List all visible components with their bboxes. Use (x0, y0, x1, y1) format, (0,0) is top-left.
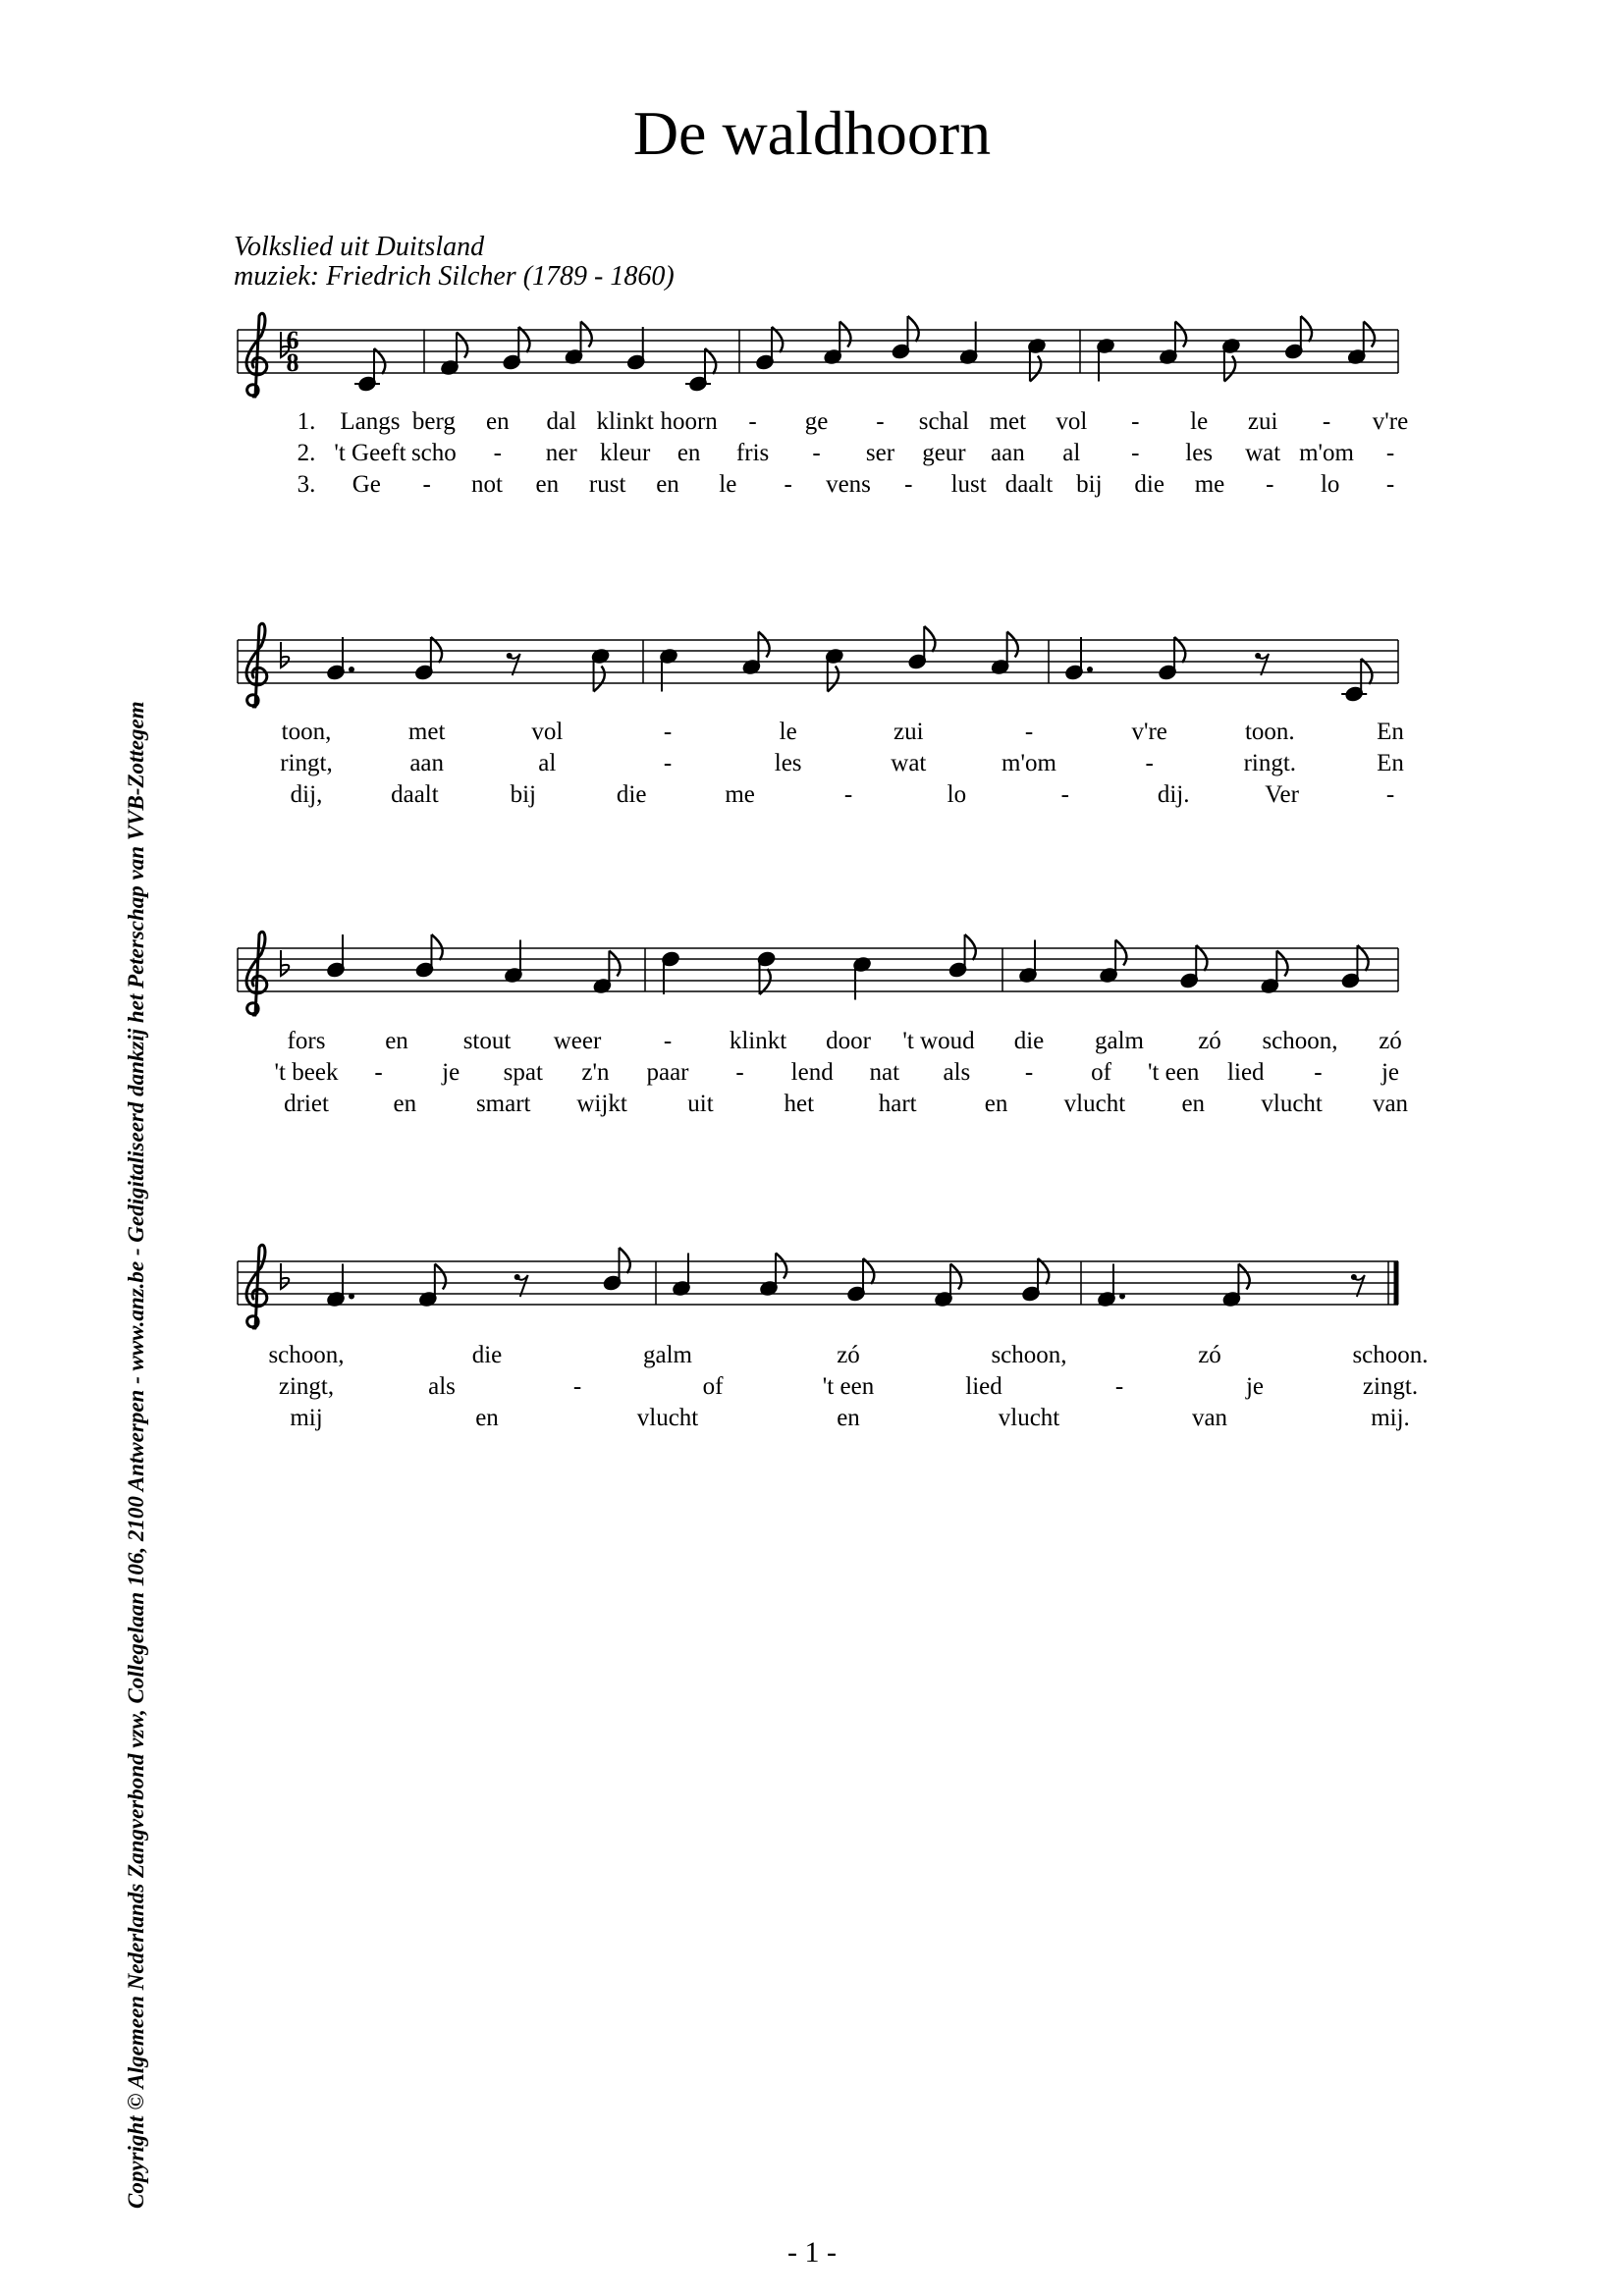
lyric-syllable: smart (475, 1091, 531, 1117)
staff-system (238, 623, 1404, 808)
note-flag (1196, 945, 1207, 971)
treble-clef-icon (246, 932, 267, 1015)
note-flag (609, 951, 620, 977)
note (1018, 940, 1037, 984)
lyric-syllable: me (1194, 471, 1225, 498)
lyric-syllable: schoon. (1352, 1342, 1429, 1368)
note-flag (431, 934, 442, 960)
note-flag (760, 969, 771, 994)
note-flag (924, 626, 935, 652)
augmentation-dot (349, 1294, 354, 1300)
note-flag (1361, 659, 1372, 684)
note (757, 951, 776, 994)
note-flag (758, 632, 769, 658)
lyric-syllable: zó (1379, 1028, 1402, 1054)
lyric-syllable: ner (545, 440, 577, 466)
note (1100, 940, 1127, 984)
lyric-syllable: en (677, 440, 701, 466)
note (565, 322, 592, 365)
lyric-syllable: schal (918, 408, 970, 435)
note (504, 940, 522, 984)
note (991, 632, 1018, 675)
lyric-syllable: galm (643, 1342, 692, 1368)
lyric-syllable: zó (1198, 1028, 1221, 1054)
note (1347, 322, 1375, 365)
lyric-syllable: vlucht (1261, 1091, 1323, 1117)
lyric-hyphen: - (663, 719, 673, 745)
lyric-hyphen: - (663, 750, 673, 776)
lyric-syllable: fris (735, 440, 770, 466)
lyric-syllable: je (1245, 1373, 1265, 1400)
lyric-syllable: 't woud (902, 1028, 975, 1054)
lyric-syllable: kleur (600, 440, 651, 466)
lyric-hyphen: - (1145, 750, 1154, 776)
note-flag (1115, 940, 1126, 966)
lyric-syllable: van (1372, 1091, 1409, 1117)
lyric-syllable: je (1380, 1059, 1400, 1086)
lyric-hyphen: - (1266, 471, 1274, 498)
lyric-syllable: lend (790, 1059, 834, 1086)
note-flag (435, 1264, 446, 1290)
note-flag (839, 322, 850, 347)
lyric-syllable: nat (869, 1059, 900, 1086)
note-flag (776, 1254, 786, 1279)
lyric-syllable: wijkt (576, 1091, 627, 1117)
lyric-syllable: klinkt (729, 1028, 787, 1054)
lyric-syllable: schoon, (991, 1342, 1067, 1368)
lyric-syllable: of (702, 1373, 724, 1400)
lyric-syllable: 't Geeft (334, 440, 406, 466)
lyric-syllable: ringt. (1243, 750, 1297, 776)
lyric-syllable: als (428, 1373, 456, 1400)
note-flag (457, 333, 467, 358)
lyric-hyphen: - (1114, 1373, 1124, 1400)
lyric-hyphen: - (493, 440, 502, 466)
song-title: De waldhoorn (632, 98, 992, 168)
lyric-syllable: galm (1095, 1028, 1144, 1054)
note (846, 1258, 874, 1302)
lyric-syllable: en (393, 1091, 417, 1117)
lyric-syllable: zingt. (1362, 1373, 1419, 1400)
lyric-hyphen: - (876, 408, 885, 435)
time-signature-bottom: 8 (286, 348, 299, 377)
note (326, 934, 345, 978)
note (603, 1248, 630, 1291)
lyric-syllable: bij (1076, 471, 1103, 498)
note (1096, 338, 1114, 381)
lyric-hyphen: - (812, 440, 821, 466)
lyric-syllable: le (719, 471, 737, 498)
treble-clef-icon (246, 1245, 267, 1328)
lyric-syllable: 1. (297, 408, 316, 435)
staff-system (238, 932, 1409, 1117)
page-number: - 1 - (787, 2236, 837, 2269)
lyric-hyphen: - (1060, 781, 1069, 808)
note-flag (1301, 316, 1312, 342)
note-flag (374, 348, 385, 374)
lyric-hyphen: - (735, 1059, 744, 1086)
note (415, 934, 443, 978)
lyric-hyphen: - (1024, 719, 1034, 745)
lyric-syllable: schoon, (268, 1342, 345, 1368)
lyric-syllable: stout (462, 1028, 512, 1054)
lyric-syllable: die (471, 1342, 503, 1368)
lyric-syllable: en (475, 1405, 499, 1431)
note (1021, 1258, 1049, 1302)
lyric-syllable: met (407, 719, 446, 745)
note (1341, 945, 1369, 988)
lyric-syllable: vlucht (636, 1405, 699, 1431)
note-flag (863, 1258, 874, 1284)
note (948, 934, 976, 978)
note (418, 1264, 446, 1308)
lyric-syllable: door (826, 1028, 871, 1054)
lyric-syllable: le (779, 719, 797, 745)
note (414, 637, 442, 680)
lyric-syllable: vol (1056, 408, 1088, 435)
lyric-syllable: daalt (1004, 471, 1054, 498)
lyric-syllable: of (1091, 1059, 1112, 1086)
lyric-syllable: toon, (281, 719, 332, 745)
lyric-syllable: Ge (352, 471, 381, 498)
lyric-syllable: 2. (297, 440, 316, 466)
lyric-syllable: spat (503, 1059, 543, 1086)
note-flag (705, 348, 716, 374)
origin-credit: Volkslied uit Duitsland (234, 232, 485, 262)
lyric-syllable: v're (1131, 719, 1167, 745)
lyric-syllable: en (535, 471, 560, 498)
note-flag (1175, 322, 1186, 347)
lyric-syllable: toon. (1244, 719, 1295, 745)
lyric-syllable: lust (950, 471, 987, 498)
note (824, 322, 851, 365)
lyric-syllable: m'om (1001, 750, 1056, 776)
staff-system (238, 1245, 1429, 1431)
note (825, 648, 843, 691)
flat-sign-icon (281, 642, 289, 667)
lyric-hyphen: - (1131, 440, 1140, 466)
note-flag (1174, 637, 1185, 663)
lyric-syllable: lo (947, 781, 967, 808)
treble-clef-icon (246, 313, 267, 397)
lyric-syllable: die (1013, 1028, 1045, 1054)
lyric-syllable: hart (878, 1091, 917, 1117)
note (1284, 316, 1312, 359)
note (672, 1254, 690, 1297)
lyric-syllable: al (1062, 440, 1081, 466)
lyric-syllable: rust (588, 471, 626, 498)
note-flag (965, 934, 976, 960)
lyric-syllable: en (486, 408, 510, 435)
lyric-syllable: z'n (581, 1059, 610, 1086)
lyric-hyphen: - (663, 1028, 673, 1054)
lyric-syllable: scho (410, 440, 457, 466)
flat-sign-icon (281, 950, 289, 976)
lyric-syllable: hoorn (660, 408, 718, 435)
note (503, 327, 530, 370)
note (1064, 637, 1093, 680)
note (685, 348, 716, 392)
lyric-syllable: driet (284, 1091, 329, 1117)
lyric-syllable: die (616, 781, 647, 808)
lyric-syllable: met (989, 408, 1027, 435)
note (326, 637, 354, 680)
eighth-rest-dot (514, 1274, 520, 1280)
lyric-syllable: zó (1198, 1342, 1221, 1368)
lyric-syllable: geur (922, 440, 966, 466)
note-flag (1276, 951, 1287, 977)
note-flag (1007, 632, 1018, 658)
augmentation-dot (349, 667, 354, 672)
lyric-syllable: paar (646, 1059, 689, 1086)
lyric-syllable: vens (826, 471, 871, 498)
note (326, 1264, 354, 1308)
note (892, 316, 919, 359)
note-flag (1238, 1264, 1249, 1290)
note-flag (772, 327, 783, 352)
lyric-syllable: berg (411, 408, 456, 435)
note (852, 956, 871, 999)
lyric-syllable: en (984, 1091, 1008, 1117)
note (759, 1254, 786, 1297)
note (1180, 945, 1208, 988)
note-flag (581, 322, 592, 347)
lyric-syllable: je (442, 1059, 460, 1086)
lyric-syllable: en (385, 1028, 408, 1054)
lyric-syllable: 3. (297, 471, 316, 498)
lyric-syllable: vlucht (1063, 1091, 1126, 1117)
lyric-syllable: 't een (822, 1373, 875, 1400)
lyric-syllable: en (837, 1405, 860, 1431)
note (1159, 322, 1186, 365)
lyric-syllable: Langs (340, 408, 401, 435)
eighth-rest-dot (507, 653, 513, 659)
lyric-syllable: ser (865, 440, 895, 466)
note-flag (431, 637, 442, 663)
lyric-syllable: zui (893, 719, 924, 745)
lyric-hyphen: - (748, 408, 757, 435)
lyric-syllable: lo (1320, 471, 1340, 498)
lyric-syllable: En (1377, 719, 1404, 745)
lyric-syllable: uit (687, 1091, 714, 1117)
lyric-syllable: Ver (1265, 781, 1299, 808)
lyric-syllable: me (725, 781, 755, 808)
lyric-hyphen: - (1385, 471, 1395, 498)
note (659, 648, 677, 691)
lyric-syllable: al (538, 750, 557, 776)
lyric-syllable: ge (804, 408, 829, 435)
lyric-syllable: wat (1245, 440, 1281, 466)
lyric-hyphen: - (572, 1373, 582, 1400)
lyric-syllable: m'om (1299, 440, 1355, 466)
lyric-syllable: mij. (1371, 1405, 1410, 1431)
treble-clef-icon (246, 623, 267, 707)
staff-system (238, 313, 1408, 498)
lyric-syllable: dij, (290, 781, 323, 808)
copyright-notice: Copyright © Algemeen Nederlands Zangverbond vzw, Collegelaan 106, 2100 Antwerpen - www.anz.be - Gedigitaliseerd dankzij het Peterschap van VVB-Zottegem (124, 701, 148, 2209)
lyric-hyphen: - (1322, 408, 1331, 435)
lyric-syllable: aan (409, 750, 445, 776)
note (908, 626, 936, 669)
lyric-syllable: vlucht (998, 1405, 1060, 1431)
note (593, 951, 621, 994)
lyric-syllable: daalt (391, 781, 439, 808)
eighth-rest-dot (1351, 1274, 1357, 1280)
lyric-hyphen: - (784, 471, 792, 498)
lyric-syllable: ringt, (280, 750, 333, 776)
lyric-syllable: zó (837, 1342, 860, 1368)
note-flag (1038, 1258, 1049, 1284)
lyric-hyphen: - (1385, 781, 1395, 808)
note-flag (1357, 945, 1368, 971)
note (1341, 659, 1372, 702)
lyric-syllable: als (943, 1059, 971, 1086)
lyric-syllable: zui (1247, 408, 1278, 435)
composer-credit: muziek: Friedrich Silcher (1789 - 1860) (234, 261, 675, 292)
note-flag (907, 316, 918, 342)
lyric-hyphen: - (374, 1059, 383, 1086)
lyric-syllable: mij (290, 1405, 323, 1431)
lyric-syllable: het (784, 1091, 815, 1117)
note (1097, 1264, 1125, 1308)
lyric-syllable: v're (1372, 408, 1409, 435)
note (742, 632, 770, 675)
lyric-hyphen: - (1024, 1059, 1034, 1086)
lyric-syllable: vol (531, 719, 564, 745)
note (755, 327, 783, 370)
note-flag (950, 1264, 961, 1290)
lyric-hyphen: - (843, 781, 853, 808)
note-flag (1030, 356, 1041, 382)
note-flag (620, 1248, 630, 1273)
lyric-syllable: dal (546, 408, 577, 435)
note (354, 348, 385, 392)
note (1222, 1264, 1250, 1308)
note (1221, 338, 1240, 381)
note (1261, 951, 1288, 994)
lyric-syllable: 't beek (274, 1059, 339, 1086)
note-flag (518, 327, 529, 352)
lyric-syllable: 't een (1147, 1059, 1200, 1086)
lyric-hyphen: - (1385, 440, 1395, 466)
lyric-hyphen: - (1314, 1059, 1323, 1086)
lyric-syllable: schoon, (1262, 1028, 1338, 1054)
lyric-syllable: fors (287, 1028, 326, 1054)
note (959, 322, 978, 365)
note (661, 951, 679, 994)
flat-sign-icon (281, 1263, 289, 1289)
note-flag (594, 667, 605, 692)
lyric-hyphen: - (904, 471, 913, 498)
note (440, 333, 467, 376)
lyric-syllable: die (1134, 471, 1164, 498)
note (1027, 338, 1046, 381)
augmentation-dot (1087, 667, 1093, 672)
note-flag (828, 667, 839, 692)
lyric-syllable: le (1190, 408, 1209, 435)
lyric-syllable: dij. (1157, 781, 1190, 808)
time-signature-top: 6 (286, 326, 299, 354)
lyric-syllable: les (1185, 440, 1214, 466)
note (591, 648, 610, 691)
lyric-syllable: klinkt (596, 408, 654, 435)
note-flag (1224, 356, 1235, 382)
lyric-syllable: lied (965, 1373, 1002, 1400)
lyric-syllable: En (1377, 750, 1404, 776)
note-flag (1364, 322, 1375, 347)
lyric-syllable: en (656, 471, 679, 498)
lyric-syllable: bij (510, 781, 537, 808)
lyric-syllable: not (471, 471, 503, 498)
lyric-syllable: weer (553, 1028, 602, 1054)
lyric-syllable: wat (891, 750, 927, 776)
lyric-syllable: lied (1227, 1059, 1265, 1086)
note (934, 1264, 961, 1308)
note (626, 327, 645, 370)
note (1158, 637, 1185, 680)
lyric-syllable: aan (991, 440, 1025, 466)
lyric-syllable: les (774, 750, 802, 776)
lyric-hyphen: - (422, 471, 431, 498)
lyric-syllable: van (1191, 1405, 1228, 1431)
augmentation-dot (1119, 1294, 1125, 1300)
lyric-syllable: en (1181, 1091, 1206, 1117)
lyric-syllable: zingt, (278, 1373, 335, 1400)
eighth-rest-dot (1255, 653, 1261, 659)
lyric-hyphen: - (1131, 408, 1140, 435)
